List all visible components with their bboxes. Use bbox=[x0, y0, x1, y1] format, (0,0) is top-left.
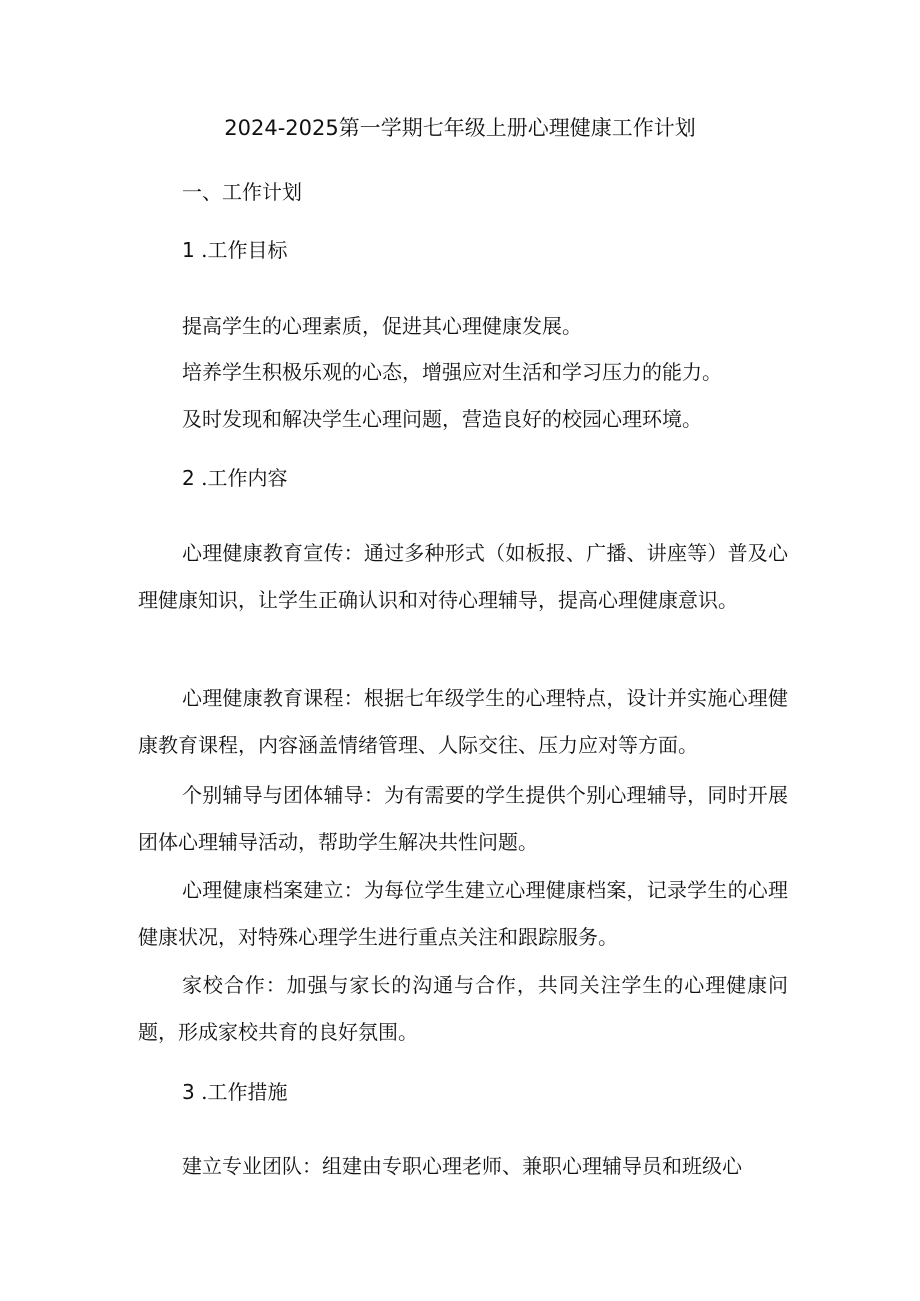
goal-line-3: 及时发现和解决学生心理问题，营造良好的校园心理环境。 bbox=[182, 407, 702, 431]
subheading-number: 3 bbox=[182, 1080, 195, 1104]
content-paragraph-counseling: 个别辅导与团体辅导：为有需要的学生提供个别心理辅导，同时开展团体心理辅导活动，帮助学生解决共性问题。 bbox=[138, 783, 788, 854]
content-paragraph-publicity: 心理健康教育宣传：通过多种形式（如板报、广播、讲座等）普及心理健康知识，让学生正确认识和对待心理辅导，提高心理健康意识。 bbox=[138, 541, 788, 612]
section-heading-work-plan: 一、工作计划 bbox=[182, 180, 302, 204]
content-paragraph-home-school: 家校合作：加强与家长的沟通与合作，共同关注学生的心理健康问题，形成家校共育的良好氛围。 bbox=[138, 973, 788, 1044]
subheading-work-measures bbox=[182, 1077, 287, 1107]
subheading-label: .工作目标 bbox=[201, 238, 288, 262]
measures-paragraph-team: 建立专业团队：组建由专职心理老师、兼职心理辅导员和班级心 bbox=[182, 1154, 742, 1178]
subheading-number: 2 bbox=[182, 466, 195, 490]
goal-line-1: 提高学生的心理素质，促进其心理健康发展。 bbox=[182, 314, 582, 338]
subheading-label: .工作内容 bbox=[201, 466, 288, 490]
goal-line-2: 培养学生积极乐观的心态，增强应对生活和学习压力的能力。 bbox=[182, 360, 722, 384]
subheading-number: 1 bbox=[182, 238, 195, 262]
content-paragraph-archives: 心理健康档案建立：为每位学生建立心理健康档案，记录学生的心理健康状况，对特殊心理学生进行重点关注和跟踪服务。 bbox=[138, 878, 788, 949]
document-title: 2024-2025第一学期七年级上册心理健康工作计划 bbox=[224, 116, 696, 140]
subheading-work-content bbox=[182, 463, 287, 493]
subheading-work-goals bbox=[182, 235, 287, 265]
content-paragraph-curriculum: 心理健康教育课程：根据七年级学生的心理特点，设计并实施心理健康教育课程，内容涵盖情绪管理、人际交往、压力应对等方面。 bbox=[138, 686, 788, 757]
subheading-label: .工作措施 bbox=[201, 1080, 288, 1104]
